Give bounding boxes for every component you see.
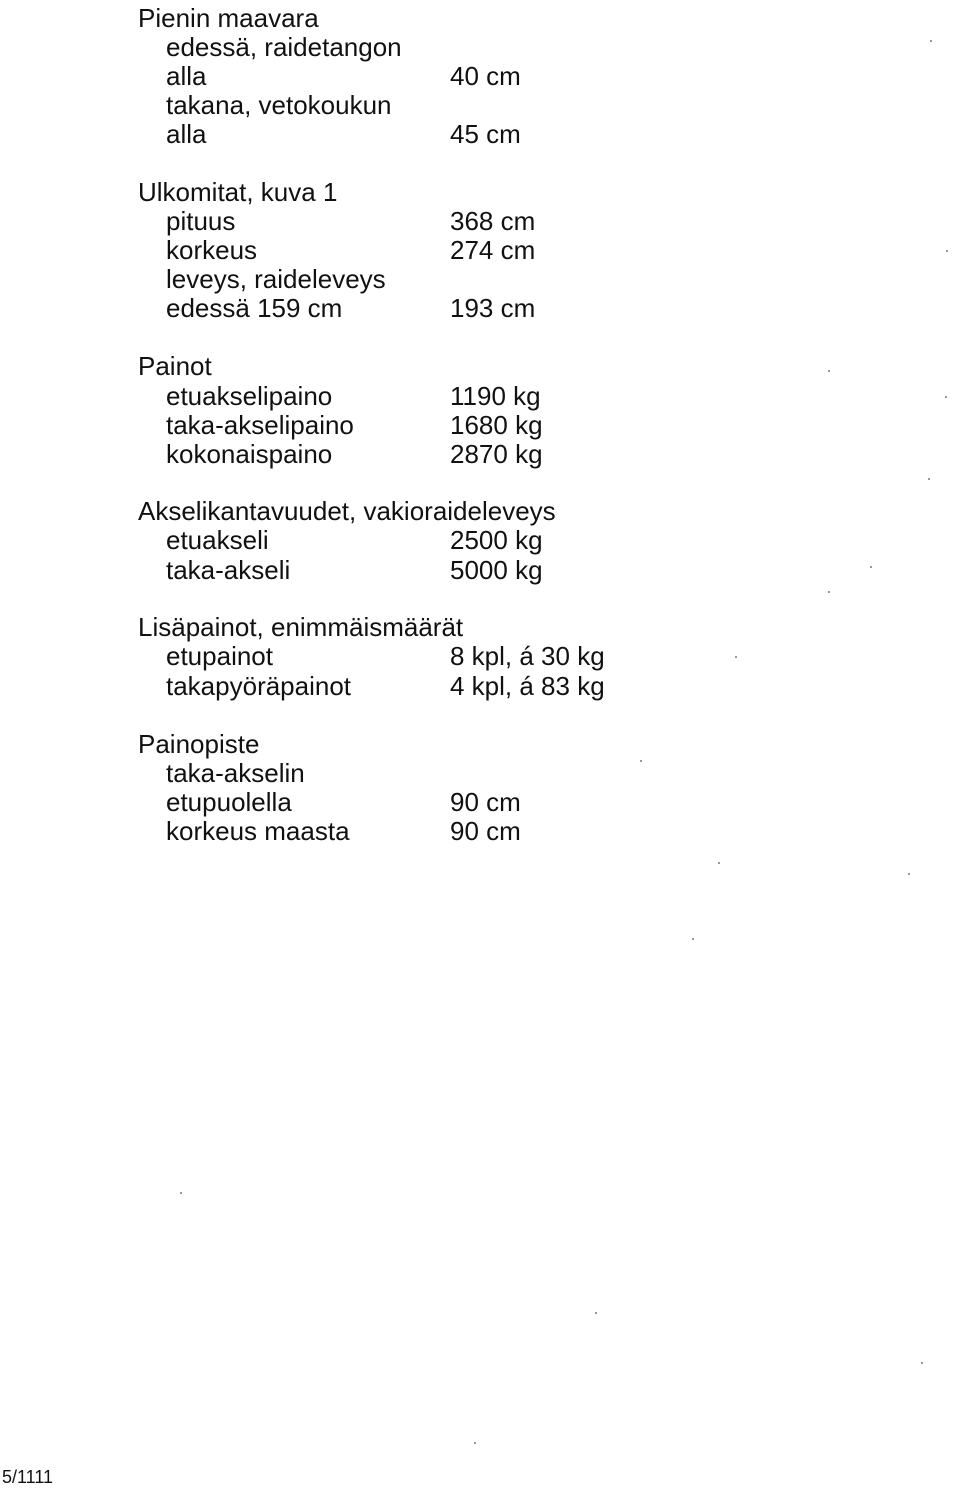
spec-value: 4 kpl, á 83 kg	[450, 671, 605, 701]
spec-label: leveys, raideleveys	[166, 264, 386, 294]
spec-label: etupuolella	[166, 787, 292, 817]
spec-label: edessä 159 cm	[166, 293, 343, 323]
section-heading: Akselikantavuudet, vakioraideleveys	[138, 496, 556, 526]
spec-value: 368 cm	[450, 206, 536, 236]
spec-label: korkeus maasta	[166, 816, 350, 846]
spec-label: takapyöräpainot	[166, 671, 352, 701]
spec-value: 2500 kg	[450, 525, 543, 555]
spec-value: 1680 kg	[450, 410, 543, 440]
spec-label: korkeus	[166, 235, 258, 265]
page-reference: 5/1111	[2, 1467, 54, 1487]
spec-value: 5000 kg	[450, 555, 543, 585]
spec-value: 90 cm	[450, 816, 521, 846]
spec-label: etuakselipaino	[166, 381, 333, 411]
spec-value: 90 cm	[450, 787, 521, 817]
spec-value: 274 cm	[450, 235, 536, 265]
spec-value: 45 cm	[450, 119, 521, 149]
spec-label: etuakseli	[166, 525, 269, 555]
section-heading: Ulkomitat, kuva 1	[138, 177, 338, 207]
spec-label: taka-akselipaino	[166, 410, 354, 440]
spec-label: takana, vetokoukun	[166, 90, 392, 120]
spec-value: 8 kpl, á 30 kg	[450, 641, 605, 671]
spec-label: taka-akseli	[166, 555, 291, 585]
spec-label: etupainot	[166, 641, 273, 671]
section-heading: Pienin maavara	[138, 3, 319, 33]
spec-label: alla	[166, 61, 207, 91]
spec-value: 193 cm	[450, 293, 536, 323]
spec-label: edessä, raidetangon	[166, 32, 402, 62]
spec-label: taka-akselin	[166, 758, 305, 788]
spec-label: pituus	[166, 206, 236, 236]
spec-value: 2870 kg	[450, 439, 543, 469]
spec-label: kokonaispaino	[166, 439, 333, 469]
section-heading: Painot	[138, 351, 212, 381]
section-heading: Painopiste	[138, 729, 260, 759]
spec-label: alla	[166, 119, 207, 149]
section-heading: Lisäpainot, enimmäismäärät	[138, 612, 464, 642]
spec-value: 1190 kg	[450, 381, 541, 411]
spec-value: 40 cm	[450, 61, 521, 91]
